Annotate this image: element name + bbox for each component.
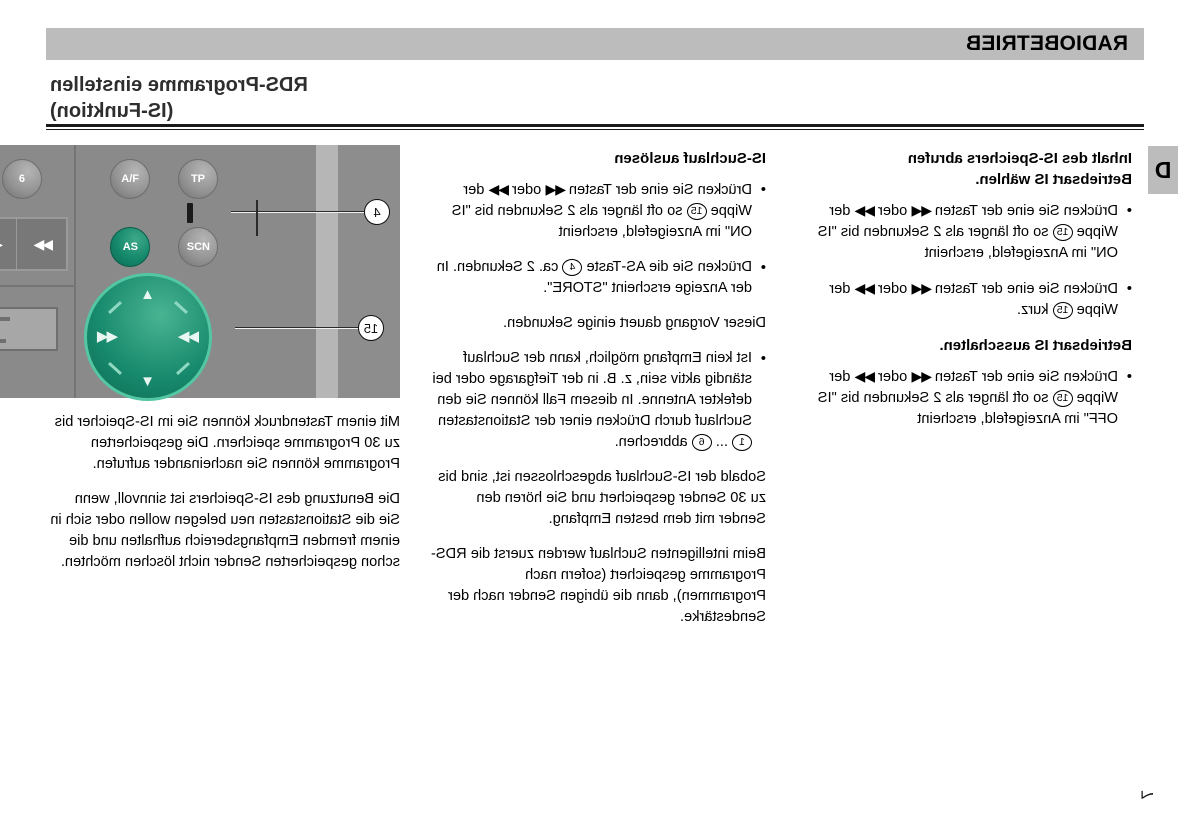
bullet-text-part2: oder [874, 369, 912, 385]
faceplate-surface [0, 145, 316, 398]
arrow-down-icon[interactable]: ▼ [140, 373, 155, 390]
fast-forward-icon: ▶▶ [545, 181, 565, 197]
rewind-button[interactable] [18, 219, 67, 269]
list-item [796, 200, 1132, 264]
bullet-text-part1: Drücken Sie eine der Tasten [930, 203, 1118, 219]
left-column-heading [796, 148, 1132, 190]
photo-inner [0, 145, 338, 398]
right-paragraph-1: Mit einem Tastendruck können Sie im IS-Speicher bis zu 30 Programme speichern. Die gespeicherten Programme können Sie nacheinander aufrufen. [54, 414, 400, 472]
arrow-up-icon[interactable]: ▲ [140, 286, 155, 303]
pad-tick-icon [176, 362, 190, 375]
column-left [796, 148, 1132, 444]
bullet-text-part4: so oft länger als 2 Sekunden bis "IS OFF" im Anzeigefeld, erscheint [817, 390, 1118, 427]
reference-number-6: 6 [692, 434, 712, 451]
callout-rocker [235, 315, 384, 341]
callout-leader-line [231, 211, 364, 213]
bullet-text-part1: Drücken Sie eine der Tasten [564, 182, 752, 198]
callout-bubble-15: 15 [358, 315, 384, 341]
running-header-bar [46, 28, 1144, 60]
bullet-text-part3: der Wippe [829, 369, 1118, 406]
bullet-text-part4: so oft länger als 2 Sekunden bis "IS ON" im Anzeigefeld, erscheint [817, 224, 1118, 261]
display-line-icon [0, 317, 10, 321]
list-item [430, 179, 766, 243]
fast-forward-icon [0, 236, 1, 253]
bullet-text-part2: ca. 2 Sekunden. In der Anzeige erscheint "STORE". [436, 259, 752, 296]
as-button-label: AS [122, 241, 138, 253]
fast-forward-icon[interactable]: ▶▶ [97, 328, 117, 345]
running-header-title: RADIOBETRIEB [965, 32, 1128, 55]
bullet-text-part4: kurz. [1016, 302, 1053, 318]
middle-column-heading: IS-Suchlauf auslösen [614, 150, 766, 167]
middle-paragraph-2: Beim intelligenten Suchlauf werden zuerst die RDS-Programme gespeichert (sofern nach Programmen), dann die übrigen Sender nach der Sendestärke. [430, 546, 766, 625]
page-title [50, 72, 470, 125]
callout-leader-line [235, 327, 358, 329]
tp-button-label: TP [190, 173, 206, 185]
station-6-button-label: 6 [18, 173, 26, 185]
fast-forward-icon: ▶▶ [911, 202, 931, 218]
scn-button-label: SCN [186, 241, 210, 253]
bullet-text-part2: oder [874, 203, 912, 219]
reference-number-1: 1 [732, 434, 752, 451]
as-button[interactable] [110, 227, 150, 267]
page-title-line2: (IS-Funktion) [50, 100, 174, 123]
fast-forward-icon: ▶▶ [911, 368, 931, 384]
scn-button[interactable] [178, 227, 218, 267]
callout-bubble-4: 4 [364, 199, 390, 225]
panel-seam-horizontal [0, 285, 76, 287]
language-tab-marker: D [1148, 146, 1178, 194]
fast-forward-icon: ▶▶ [911, 280, 931, 296]
seek-rocker-pad[interactable] [84, 273, 212, 401]
bullet-text-part2: oder [508, 182, 546, 198]
reference-number-15: 15 [1053, 224, 1073, 241]
page-title-line1: RDS-Programme einstellen [50, 74, 308, 96]
reference-number-15: 15 [687, 203, 707, 220]
rewind-icon[interactable]: ◀◀ [177, 328, 197, 345]
reference-number-15: 15 [1053, 390, 1073, 407]
bullet-text-part2: ... [711, 434, 732, 450]
rewind-icon: ◀◀ [32, 235, 51, 252]
reference-number-15: 15 [1053, 302, 1073, 319]
bullet-text-part1: Drücken Sie eine der Tasten [930, 281, 1118, 297]
seek-rocker-buttons[interactable] [0, 217, 68, 271]
list-item [430, 257, 766, 299]
forward-button[interactable] [0, 219, 18, 269]
rewind-icon: ◀◀ [854, 202, 874, 218]
pad-tick-icon [174, 301, 188, 314]
right-paragraph-2: Die Benutzung des IS-Speichers ist sinnvoll, wenn Sie die Stationstasten neu belegen wollen oder sich in einem fremden Empfangsbereich aufhalten und die schon gespeicherten Sender nicht löschen möchten. [50, 491, 400, 570]
title-divider-rule [46, 124, 1144, 130]
tp-button[interactable] [178, 159, 218, 199]
status-led-icon [187, 203, 193, 223]
left-column-heading-2: Betriebsart IS ausschalten. [939, 337, 1132, 354]
page-number: 7 [1138, 790, 1157, 800]
rewind-icon: ◀◀ [854, 368, 874, 384]
bullet-text-part2: oder [874, 281, 912, 297]
display-line-icon [0, 339, 6, 343]
bullet-text-part4: so oft länger als 2 Sekunden bis "IS ON" im Anzeigefeld, erscheint [451, 203, 752, 240]
display-panel [0, 307, 58, 351]
middle-paragraph-1: Sobald der IS-Suchlauf abgeschlossen ist, sind bis zu 30 Sender gespeichert und Sie hören den Sender mit dem besten Empfang. [438, 469, 766, 527]
radio-faceplate-photo [0, 145, 400, 398]
list-item [796, 278, 1132, 321]
rewind-icon: ◀◀ [854, 280, 874, 296]
list-item [796, 366, 1132, 430]
left-bullet-list-1 [796, 200, 1132, 321]
bullet-text-part1: Ist kein Empfang möglich, kann der Suchlauf ständig aktiv sein, z. B. in der Tiefgarage oder bei defekter Antenne. In diesem Fall können Sie den Suchlauf durch Drücken einer der Stationstasten [432, 350, 752, 429]
list-item [430, 348, 766, 453]
bullet-text-part3: der Wippe [829, 203, 1118, 240]
middle-bullet-list-2 [430, 348, 766, 453]
af-button[interactable] [110, 159, 150, 199]
bullet-text-part1: Drücken Sie die AS-Taste [582, 259, 752, 275]
rewind-icon: ◀◀ [488, 181, 508, 197]
column-middle [430, 148, 766, 628]
bullet-text-part3: der Wippe [829, 281, 1118, 318]
pad-tick-icon [108, 362, 122, 375]
left-heading-line2: Betriebsart IS wählen. [975, 171, 1132, 188]
reference-number-4: 4 [562, 259, 582, 276]
middle-bullet-list [430, 179, 766, 299]
bullet-text-part3: der Wippe [463, 182, 752, 219]
af-button-label: A/F [121, 173, 139, 185]
station-6-button[interactable] [2, 159, 42, 199]
panel-seam [74, 145, 76, 398]
left-bullet-list-2 [796, 366, 1132, 430]
pad-tick-icon [108, 301, 122, 314]
callout-as-button [231, 199, 390, 225]
left-heading-line1: Inhalt des IS-Speichers abrufen [907, 150, 1132, 167]
middle-paragraph-duration: Dieser Vorgang dauert einige Sekunden. [503, 315, 766, 331]
bullet-text-part1: Drücken Sie eine der Tasten [930, 369, 1118, 385]
column-right [50, 412, 400, 573]
callout-leader-elbow [256, 200, 258, 236]
bullet-text-part3: abbrechen. [614, 434, 692, 450]
